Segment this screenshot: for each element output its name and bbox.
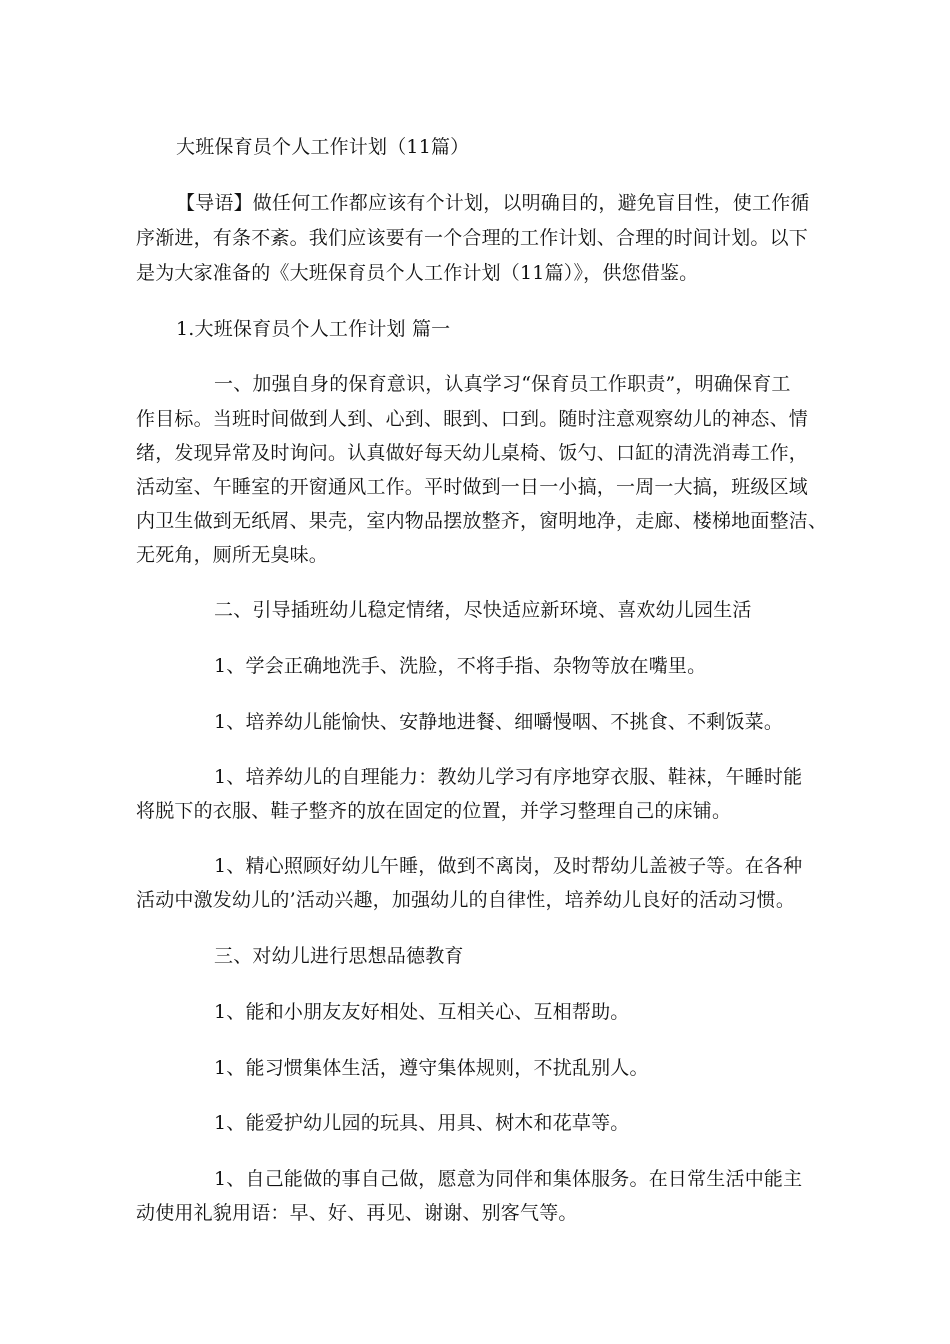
part1-line-4: 活动室、午睡室的开窗通风工作。平时做到一日一小搞，一周一大搞，班级区域 — [136, 476, 809, 498]
part1-line-2: 作目标。当班时间做到人到、心到、眼到、口到。随时注意观察幼儿的神态、情 — [136, 408, 809, 430]
document-title: 大班保育员个人工作计划（11篇） — [176, 136, 470, 158]
part2-item-4-line-1: 1、精心照顾好幼儿午睡，做到不离岗，及时帮幼儿盖被子等。在各种 — [214, 855, 803, 877]
part1-line-1: 一、加强自身的保育意识，认真学习“保育员工作职责”，明确保育工 — [214, 373, 791, 395]
intro-line-1: 【导语】做任何工作都应该有个计划，以明确目的，避免盲目性，使工作循 — [176, 192, 810, 214]
part2-item-4-line-2: 活动中激发幼儿的’活动兴趣，加强幼儿的自律性，培养幼儿良好的活动习惯。 — [136, 889, 796, 911]
intro-line-3: 是为大家准备的《大班保育员个人工作计划（11篇）》，供您借鉴。 — [136, 262, 699, 284]
part2-item-1: 1、学会正确地洗手、洗脸，不将手指、杂物等放在嘴里。 — [214, 655, 707, 677]
section-heading: 1.大班保育员个人工作计划 篇一 — [176, 318, 451, 340]
part3-item-3: 1、能爱护幼儿园的玩具、用具、树木和花草等。 — [214, 1112, 630, 1134]
intro-line-2: 序渐进，有条不紊。我们应该要有一个合理的工作计划、合理的时间计划。以下 — [136, 227, 809, 249]
part3-item-2: 1、能习惯集体生活，遵守集体规则，不扰乱别人。 — [214, 1057, 649, 1079]
part3-item-4-line-1: 1、自己能做的事自己做，愿意为同伴和集体服务。在日常生活中能主 — [214, 1168, 803, 1190]
part3-item-1: 1、能和小朋友友好相处、互相关心、互相帮助。 — [214, 1001, 630, 1023]
part2-item-3-line-2: 将脱下的衣服、鞋子整齐的放在固定的位置，并学习整理自己的床铺。 — [136, 800, 732, 822]
part1-line-5: 内卫生做到无纸屑、果壳，室内物品摆放整齐，窗明地净，走廊、楼梯地面整洁、 — [136, 510, 828, 532]
part3-heading: 三、对幼儿进行思想品德教育 — [214, 945, 464, 967]
part2-heading: 二、引导插班幼儿稳定情绪，尽快适应新环境、喜欢幼儿园生活 — [214, 599, 752, 621]
part2-item-3-line-1: 1、培养幼儿的自理能力：教幼儿学习有序地穿衣服、鞋袜，午睡时能 — [214, 766, 803, 788]
part3-item-4-line-2: 动使用礼貌用语：早、好、再见、谢谢、别客气等。 — [136, 1202, 578, 1224]
part2-item-2: 1、培养幼儿能愉快、安静地进餐、细嚼慢咽、不挑食、不剩饭菜。 — [214, 711, 784, 733]
part1-line-6: 无死角，厕所无臭味。 — [136, 544, 329, 566]
part1-line-3: 绪，发现异常及时询问。认真做好每天幼儿桌椅、饭勺、口缸的清洗消毒工作， — [136, 442, 809, 464]
